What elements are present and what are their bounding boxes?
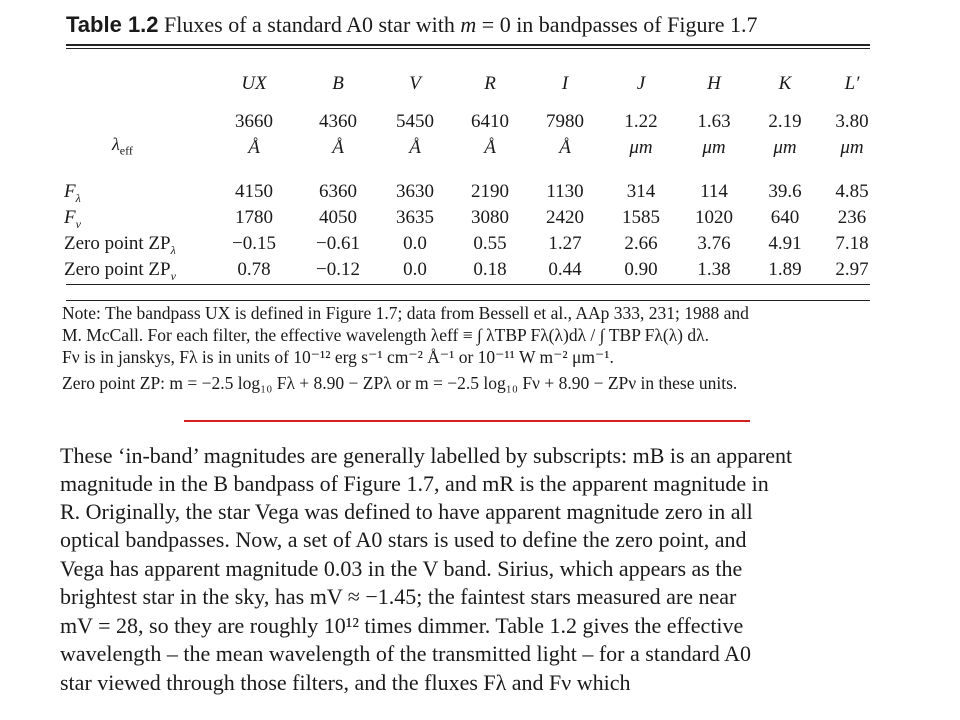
lambda-unit: Å: [332, 137, 344, 158]
lambda-value: 4360: [319, 111, 357, 132]
note-line-1: Note: The bandpass UX is defined in Figure 1.7; data from Bessell et al., AAp 333, 231; 1988 and: [62, 303, 749, 323]
row-label: Zero point $ZP_\lambda$: [64, 233, 176, 257]
table-cell: 7.18: [835, 233, 869, 254]
table-cell: 1585: [622, 207, 660, 228]
band-header: I: [561, 73, 569, 94]
table-cell: 640: [770, 207, 800, 228]
table-cell: 3635: [396, 207, 434, 228]
lambda-value: 2.19: [768, 111, 802, 132]
table-cell: −0.61: [316, 233, 360, 254]
table-bottom-rule-2: [66, 300, 870, 301]
body-line-5: Vega has apparent magnitude 0.03 in the V band. Sirius, which appears as the: [60, 556, 743, 581]
table-number: Table 1.2: [66, 12, 159, 37]
table-cell: 1130: [546, 181, 584, 202]
band-header: H: [707, 73, 721, 94]
band-header: L′: [844, 73, 860, 94]
band-header: B: [332, 73, 344, 94]
body-line-9: star viewed through those filters, and the fluxes Fλ and Fν which: [60, 670, 631, 695]
body-line-4: optical bandpasses. Now, a set of A0 stars is used to define the zero point, and: [60, 527, 747, 552]
band-header: UX: [241, 73, 267, 94]
table-top-rule-thin: [66, 48, 870, 49]
lambda-unit: Å: [559, 137, 571, 158]
table-cell: 2.97: [835, 259, 869, 280]
table-cell: 1.38: [697, 259, 731, 280]
table-cell: 3.76: [697, 233, 731, 254]
table-cell: 2.66: [624, 233, 658, 254]
table-cell: 0.55: [473, 233, 507, 254]
table-caption: [66, 12, 866, 38]
caption-text: Fluxes of a standard A0 star with: [164, 12, 455, 37]
table-cell: 0.18: [473, 259, 507, 280]
note-line-4: Zero point ZP: m = −2.5 log₁₀ Fλ + 8.90 − ZPλ or m = −2.5 log₁₀ Fν + 8.90 − ZPν in these units.: [62, 373, 738, 393]
table-cell: 1780: [235, 207, 273, 228]
table-top-rule: [66, 44, 870, 46]
lambda-unit: μm: [702, 137, 726, 158]
body-line-2: magnitude in the B bandpass of Figure 1.7, and mR is the apparent magnitude in: [60, 471, 769, 496]
row-label: $F_\lambda$: [64, 181, 81, 205]
lambda-value: 3.80: [835, 111, 869, 132]
table-cell: 4150: [235, 181, 273, 202]
table-cell: 0.0: [403, 233, 427, 254]
table-cell: 3080: [471, 207, 509, 228]
lambda-value: 6410: [471, 111, 509, 132]
lambda-value: 5450: [396, 111, 434, 132]
lambda-value: 1.22: [624, 111, 658, 132]
table-cell: 3630: [396, 181, 434, 202]
table-cell: 4.85: [835, 181, 869, 202]
table-cell: 1020: [695, 207, 733, 228]
band-header: J: [636, 73, 646, 94]
caption-text-eq: = 0 in bandpasses of Figure 1.7: [481, 12, 758, 37]
table-cell: 236: [837, 207, 867, 228]
band-header: V: [409, 73, 421, 94]
table-cell: −0.12: [316, 259, 360, 280]
red-underline: [184, 420, 750, 422]
caption-var-m: m: [460, 12, 477, 37]
table-cell: 0.78: [237, 259, 271, 280]
lambda-unit: Å: [484, 137, 496, 158]
body-line-1: These ‘in-band’ magnitudes are generally labelled by subscripts: mB is an apparent: [60, 443, 793, 468]
table-cell: 0.44: [548, 259, 582, 280]
lambda-value: 1.63: [697, 111, 731, 132]
body-line-6: brightest star in the sky, has mV ≈ −1.45; the faintest stars measured are near: [60, 584, 737, 609]
body-line-8: wavelength – the mean wavelength of the transmitted light – for a standard A0: [60, 641, 751, 666]
table-cell: 114: [700, 181, 728, 202]
table-cell: 0.0: [403, 259, 427, 280]
table-cell: 2420: [546, 207, 584, 228]
table-cell: 4.91: [768, 233, 802, 254]
band-header: R: [484, 73, 496, 94]
table-bottom-rule: [66, 284, 870, 285]
table-cell: 2190: [471, 181, 509, 202]
row-label: Zero point $ZP_\nu$: [64, 259, 176, 283]
lambda-value: 3660: [235, 111, 273, 132]
body-line-3: R. Originally, the star Vega was defined to have apparent magnitude zero in all: [60, 499, 753, 524]
lambda-unit: μm: [840, 137, 864, 158]
note-line-3: Fν is in janskys, Fλ is in units of 10⁻¹² erg s⁻¹ cm⁻² Å⁻¹ or 10⁻¹¹ W m⁻² μm⁻¹.: [62, 347, 614, 367]
table-cell: 1.89: [768, 259, 802, 280]
table-cell: 0.90: [624, 259, 658, 280]
note-line-2: M. McCall. For each filter, the effective wavelength λeff ≡ ∫ λTBP Fλ(λ)dλ / ∫ TBP Fλ(λ) dλ.: [62, 325, 709, 345]
table-cell: 314: [626, 181, 656, 202]
band-header: K: [778, 73, 792, 94]
body-line-7: mV = 28, so they are roughly 10¹² times dimmer. Table 1.2 gives the effective: [60, 613, 744, 638]
table-cell: 6360: [319, 181, 357, 202]
lambda-unit: μm: [773, 137, 797, 158]
lambda-unit: Å: [409, 137, 421, 158]
table-cell: 39.6: [768, 181, 802, 202]
table-cell: 4050: [319, 207, 357, 228]
table-cell: −0.15: [232, 233, 276, 254]
row-label: $F_\nu$: [64, 207, 81, 231]
lambda-unit: μm: [629, 137, 653, 158]
lambda-unit: Å: [248, 137, 260, 158]
lambda-eff-label: $\lambda_{eff}$: [112, 134, 133, 158]
table-cell: 1.27: [548, 233, 582, 254]
lambda-value: 7980: [546, 111, 584, 132]
